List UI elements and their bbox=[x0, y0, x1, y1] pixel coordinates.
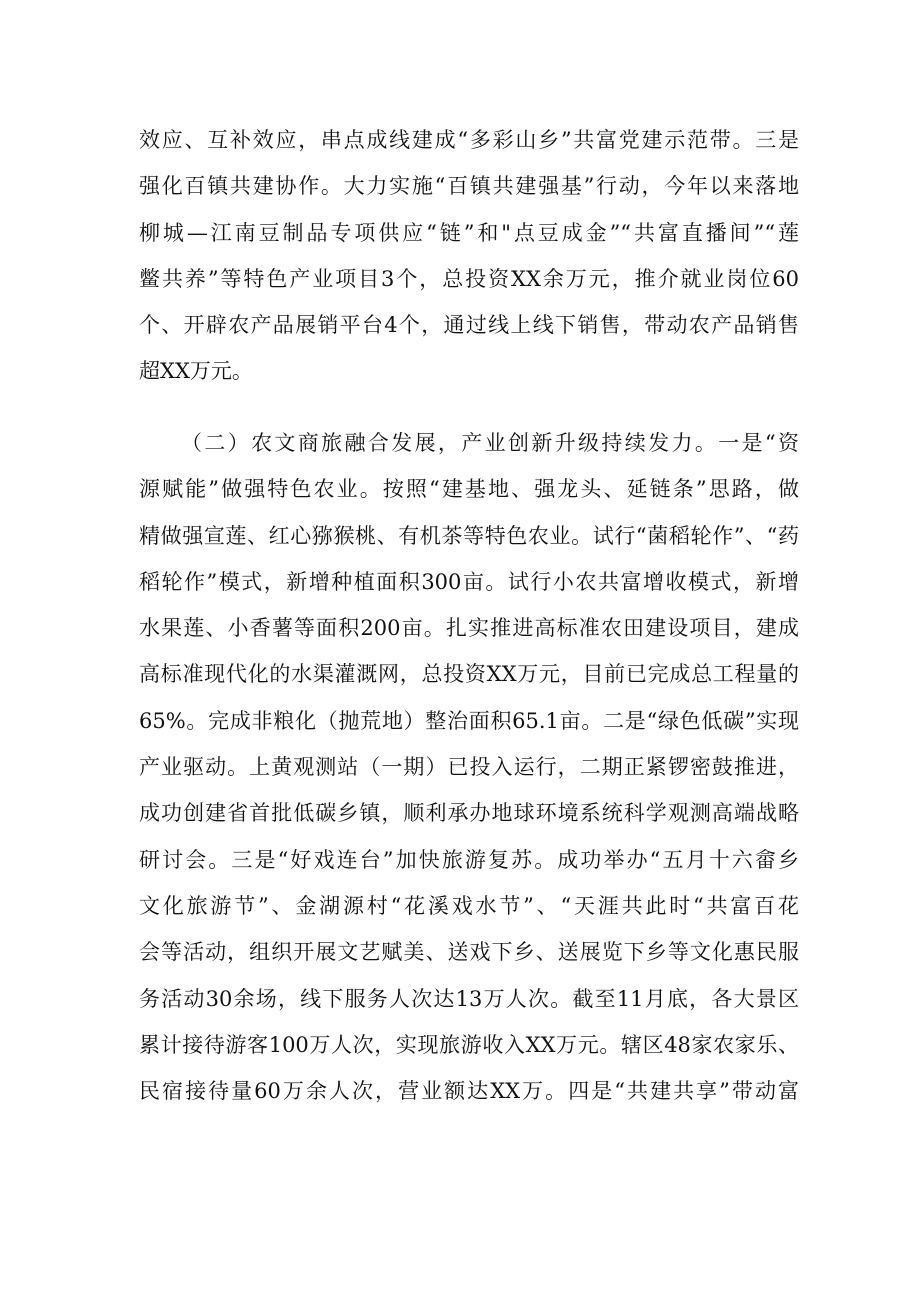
paragraph-2-line: 精做强宣莲、红心猕猴桃、有机茶等特色农业。试行“菌稻轮作”、“药 bbox=[139, 523, 799, 548]
paragraph-2-line: 水果莲、小香薯等面积200亩。扎实推进高标准农田建设项目，建成 bbox=[139, 616, 799, 641]
paragraph-2-line: 产业驱动。上黄观测站（一期）已投入运行，二期正紧锣密鼓推进， bbox=[139, 755, 799, 780]
paragraph-2-line: 研讨会。三是“好戏连台”加快旅游复苏。成功举办“五月十六畲乡 bbox=[139, 847, 799, 872]
paragraph-1 bbox=[139, 117, 799, 395]
paragraph-2-line: 成功创建省首批低碳乡镇，顺利承办地球环境系统科学观测高端战略 bbox=[139, 801, 799, 826]
paragraph-1-line: 个、开辟农产品展销平台4个，通过线上线下销售，带动农产品销售 bbox=[139, 313, 799, 338]
paragraph-2 bbox=[139, 420, 799, 1114]
paragraph-1-line: 鳖共养”等特色产业项目3个，总投资XX余万元，推介就业岗位60 bbox=[139, 266, 799, 291]
paragraph-2-line: 文化旅游节”、金湖源村“花溪戏水节”、“天涯共此时“共富百花 bbox=[139, 893, 799, 918]
paragraph-2-line: 累计接待游客100万人次，实现旅游收入XX万元。辖区48家农家乐、 bbox=[139, 1032, 799, 1057]
paragraph-2-line: 会等活动，组织开展文艺赋美、送戏下乡、送展览下乡等文化惠民服 bbox=[139, 940, 799, 965]
paragraph-2-line: 65%。完成非粮化（抛荒地）整治面积65.1亩。二是“绿色低碳”实现 bbox=[139, 708, 799, 733]
paragraph-2-line: 源赋能”做强特色农业。按照“建基地、强龙头、延链条”思路，做 bbox=[139, 477, 799, 502]
paragraph-1-line: 超XX万元。 bbox=[139, 359, 253, 384]
paragraph-2-line: 民宿接待量60万余人次，营业额达XX万。四是“共建共享”带动富 bbox=[139, 1079, 799, 1104]
paragraph-1-line: 效应、互补效应，串点成线建成“多彩山乡”共富党建示范带。三是 bbox=[139, 128, 799, 152]
paragraph-1-line: 柳城—江南豆制品专项供应“链”和"点豆成金”“共富直播间”“莲 bbox=[139, 220, 799, 245]
paragraph-1-line: 强化百镇共建协作。大力实施“百镇共建强基”行动，今年以来落地 bbox=[139, 174, 799, 199]
paragraph-2-line: 稻轮作”模式，新增种植面积300亩。试行小农共富增收模式，新增 bbox=[139, 569, 799, 594]
paragraph-2-line: 高标准现代化的水渠灌溉网，总投资XX万元，目前已完成总工程量的 bbox=[139, 662, 799, 687]
paragraph-2-heading-line: （二）农文商旅融合发展，产业创新升级持续发力。一是“资 bbox=[181, 431, 799, 455]
paragraph-2-line: 务活动30余场，线下服务人次达13万人次。截至11月底，各大景区 bbox=[139, 986, 799, 1011]
